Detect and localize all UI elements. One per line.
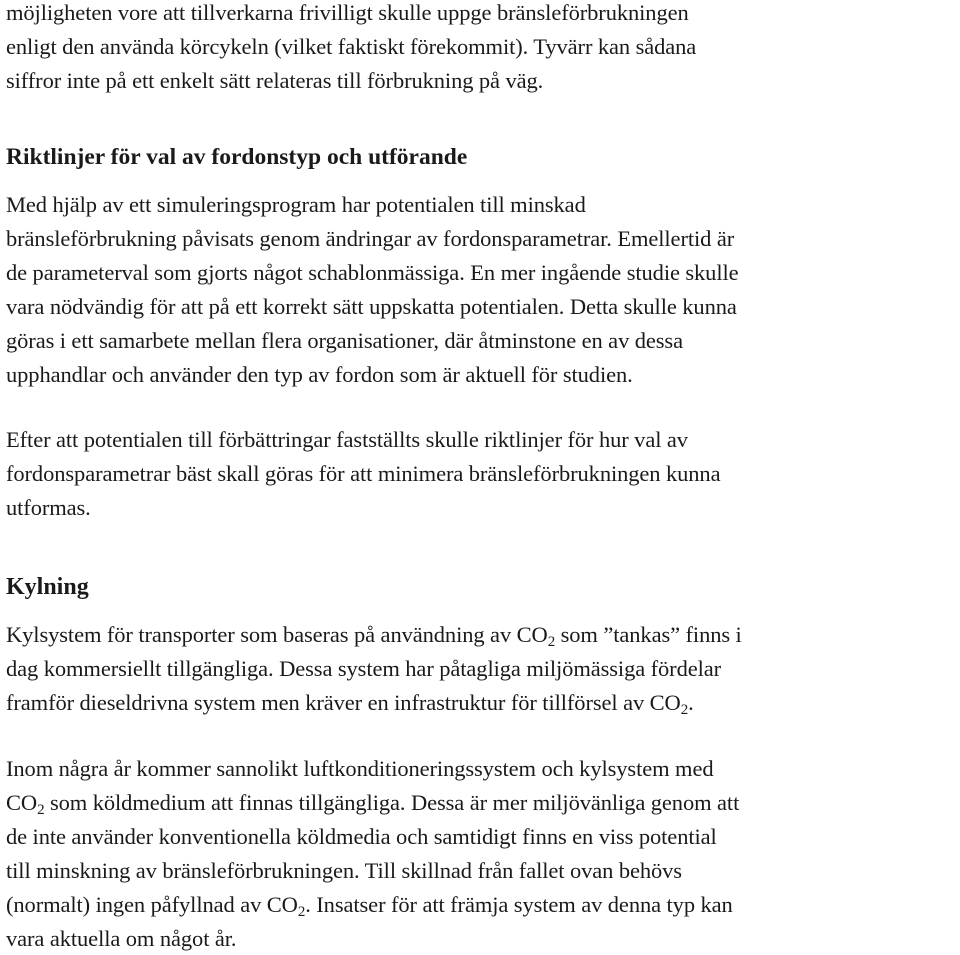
s2-p1-line-2: dag kommersiellt tillgängliga. Dessa system har påtagliga miljömässiga fördelar bbox=[6, 656, 722, 681]
s2-p2-l2-text-a: CO bbox=[6, 790, 38, 815]
s1-p2-line-3: utformas. bbox=[6, 495, 91, 520]
s1-p1-line-2: bränsleförbrukning påvisats genom ändringar av fordonsparametrar. Emellertid är bbox=[6, 226, 735, 251]
s2-p2-line-1: Inom några år kommer sannolikt luftkonditioneringssystem och kylsystem med bbox=[6, 756, 714, 781]
s1-p1-line-6: upphandlar och använder den typ av fordon som är aktuell för studien. bbox=[6, 362, 633, 387]
co2-subscript: 2 bbox=[680, 702, 689, 718]
section-heading-kylning: Kylning bbox=[6, 574, 89, 600]
intro-line-2: enligt den använda körcykeln (vilket faktiskt förekommit). Tyvärr kan sådana bbox=[6, 34, 697, 59]
s2-p2-line-4: till minskning av bränsleförbrukningen. Till skillnad från fallet ovan behövs bbox=[6, 858, 682, 883]
s1-p2-line-1: Efter att potentialen till förbättringar fastställts skulle riktlinjer för hur val av bbox=[6, 427, 688, 452]
s2-p2-line-6: vara aktuella om något år. bbox=[6, 926, 237, 951]
s2-p2-line-2 bbox=[6, 790, 739, 816]
s1-p1-line-4: vara nödvändig för att på ett korrekt sätt uppskatta potentialen. Detta skulle kunna bbox=[6, 294, 737, 319]
s2-p1-l1-text-b: som ”tankas” finns i bbox=[555, 622, 742, 647]
s2-p1-l3-text-b: . bbox=[688, 690, 694, 715]
s2-p2-line-3: de inte använder konventionella köldmedia och samtidigt finns en viss potential bbox=[6, 824, 717, 849]
s2-p1-line-1 bbox=[6, 622, 742, 648]
co2-subscript: 2 bbox=[37, 802, 45, 818]
s1-p1-line-3: de parameterval som gjorts något schablonmässiga. En mer ingående studie skulle bbox=[6, 260, 739, 285]
section-heading-riktlinjer: Riktlinjer för val av fordonstyp och utförande bbox=[6, 144, 468, 170]
s2-p2-line-5 bbox=[6, 892, 733, 918]
s1-p2-line-2: fordonsparametrar bäst skall göras för att minimera bränsleförbrukningen kunna bbox=[6, 461, 721, 486]
s1-p1-line-5: göras i ett samarbete mellan flera organisationer, där åtminstone en av dessa bbox=[6, 328, 683, 353]
s2-p1-l3-text-a: framför dieseldrivna system men kräver en infrastruktur för tillförsel av CO bbox=[6, 690, 681, 715]
s1-p1-line-1: Med hjälp av ett simuleringsprogram har potentialen till minskad bbox=[6, 192, 586, 217]
co2-subscript: 2 bbox=[297, 904, 306, 920]
intro-line-1: möjligheten vore att tillverkarna frivilligt skulle uppge bränsleförbrukningen bbox=[6, 0, 689, 25]
s2-p1-line-3 bbox=[6, 690, 694, 716]
s2-p2-l5-text-a: (normalt) ingen påfyllnad av CO bbox=[6, 892, 298, 917]
intro-line-3: siffror inte på ett enkelt sätt relateras till förbrukning på väg. bbox=[6, 68, 544, 93]
s2-p2-l2-text-b: som köldmedium att finnas tillgängliga. Dessa är mer miljövänliga genom att bbox=[44, 790, 740, 815]
s2-p2-l5-text-b: . Insatser för att främja system av denna typ kan bbox=[305, 892, 733, 917]
s2-p1-l1-text-a: Kylsystem för transporter som baseras på användning av CO bbox=[6, 622, 548, 647]
co2-subscript: 2 bbox=[547, 634, 556, 650]
